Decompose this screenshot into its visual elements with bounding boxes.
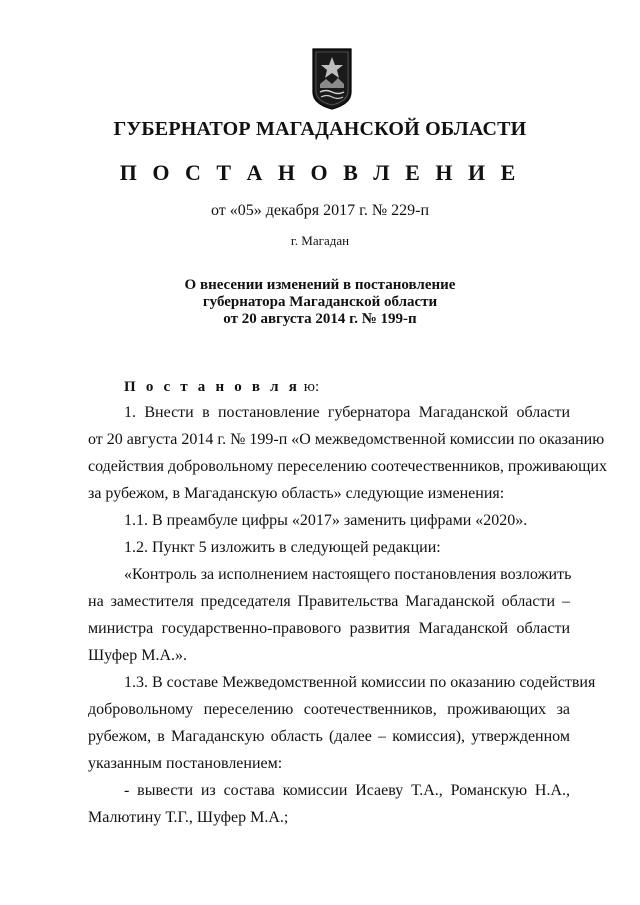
body-line: 1.1. В преамбуле цифры «2017» заменить цифрами «2020».: [124, 512, 528, 529]
body-line: за рубежом, в Магаданскую область» следующие изменения:: [88, 485, 505, 502]
document-place: г. Магадан: [290, 233, 350, 248]
document-title: [0, 277, 640, 328]
body-line: «Контроль за исполнением настоящего постановления возложить: [124, 566, 572, 583]
resolve-heading-spaced: П о с т а н о в л я: [124, 379, 301, 395]
body-line: 1.3. В составе Межведомственной комиссии по оказанию содействия: [124, 674, 596, 691]
body-line: указанным постановлением:: [88, 755, 283, 772]
issuing-authority: ГУБЕРНАТОР МАГАДАНСКОЙ ОБЛАСТИ: [113, 118, 527, 140]
body-line: Малютину Т.Г., Шуфер М.А.;: [88, 809, 289, 826]
body-line: Шуфер М.А.».: [88, 647, 187, 664]
document-title-line: губернатора Магаданской области: [202, 294, 438, 310]
body-line: от 20 августа 2014 г. № 199-п «О межведомственной комиссии по оказанию: [88, 431, 605, 448]
resolve-heading: [124, 379, 319, 396]
coat-of-arms-emblem: [312, 48, 352, 110]
body-line: на заместителя председателя Правительства Магаданской области –: [88, 593, 570, 610]
body-line: рубежом, в Магаданскую область (далее – комиссия), утвержденном: [88, 728, 570, 745]
document-date-number: от «05» декабря 2017 г. № 229-п: [210, 202, 430, 219]
body-line: содействия добровольному переселению соотечественников, проживающих: [88, 458, 607, 475]
document-title-line: от 20 августа 2014 г. № 199-п: [223, 311, 417, 327]
body-line: - вывести из состава комиссии Исаеву Т.А., Романскую Н.А.,: [124, 782, 570, 799]
document-type: П О С Т А Н О В Л Е Н И Е: [119, 160, 521, 185]
document-title-line: О внесении изменений в постановление: [184, 277, 456, 293]
body-line: добровольному переселению соотечественников, проживающих за: [88, 701, 570, 718]
body-line: 1. Внести в постановление губернатора Магаданской области: [124, 404, 570, 421]
body-line: министра государственно-правового развития Магаданской области: [88, 620, 570, 637]
body-line: 1.2. Пункт 5 изложить в следующей редакции:: [124, 539, 441, 556]
resolve-heading-tail: ю:: [300, 379, 320, 395]
